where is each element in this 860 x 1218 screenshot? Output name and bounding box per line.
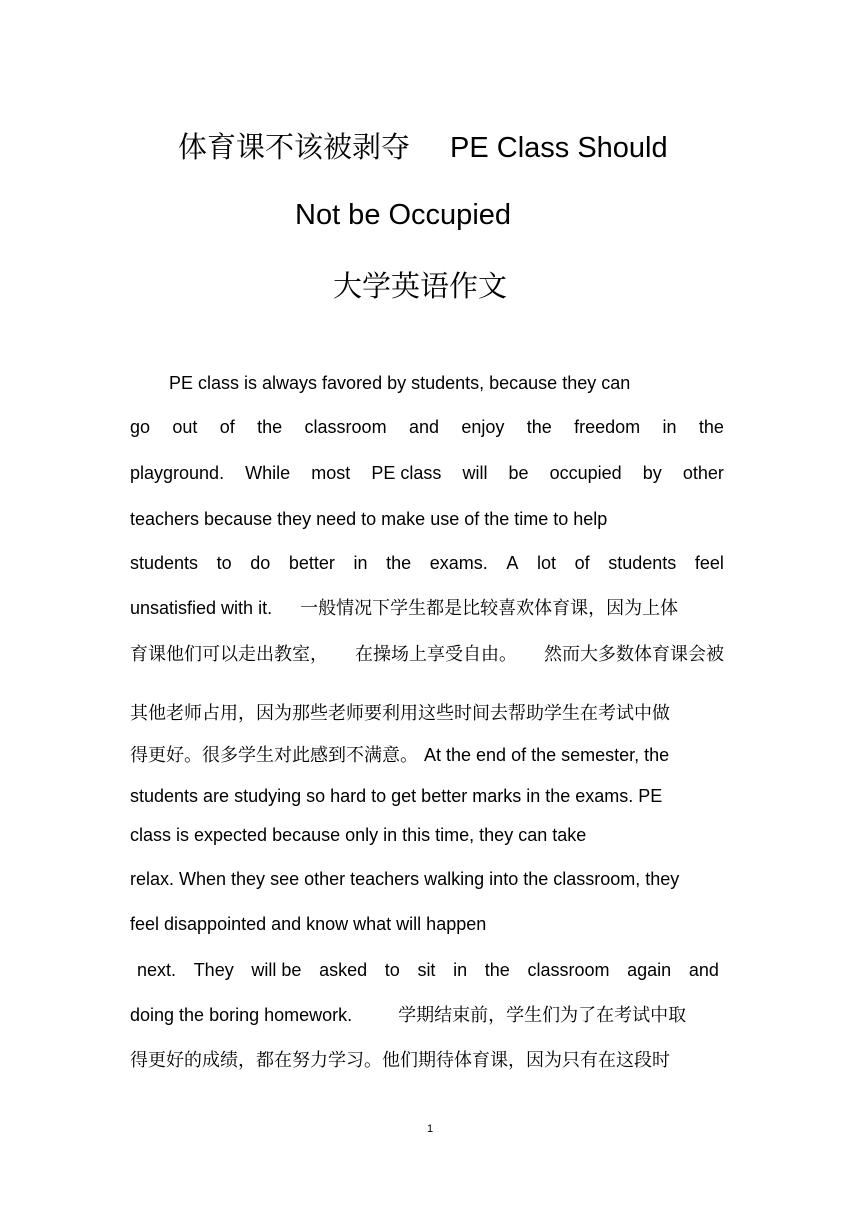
body-line-6-english: unsatisfied with it. bbox=[130, 598, 273, 618]
word: PE class bbox=[371, 463, 442, 483]
word: classroom bbox=[304, 417, 387, 437]
word: will bbox=[462, 463, 488, 483]
word: the bbox=[526, 417, 552, 437]
body-line-14 bbox=[137, 958, 719, 982]
title-english-part2: Not be Occupied bbox=[295, 199, 512, 231]
word: in bbox=[453, 960, 468, 980]
body-line-9-chinese: 得更好。很多学生对此感到不满意。 bbox=[130, 745, 418, 766]
word: freedom bbox=[574, 417, 641, 437]
body-line-2 bbox=[130, 415, 724, 439]
word: be bbox=[508, 463, 529, 483]
body-line-15-chinese: 学期结束前，学生们为了在考试中取 bbox=[398, 1005, 687, 1026]
word: occupied bbox=[549, 463, 622, 483]
word: better bbox=[288, 553, 335, 573]
body-line-11: class is expected because only in this time, they can take bbox=[130, 825, 587, 845]
word: sit bbox=[417, 960, 436, 980]
body-line-8: 其他老师占用，因为那些老师要利用这些时间去帮助学生在考试中做 bbox=[130, 703, 670, 724]
word: of bbox=[219, 417, 235, 437]
body-line-1: PE class is always favored by students, because they can bbox=[169, 373, 631, 393]
word: most bbox=[311, 463, 351, 483]
word: the bbox=[257, 417, 283, 437]
body-line-7 bbox=[130, 643, 724, 667]
word: students bbox=[130, 553, 199, 573]
word: in bbox=[662, 417, 677, 437]
body-line-3 bbox=[130, 461, 724, 485]
body-line-9-english: At the end of the semester, the bbox=[424, 745, 670, 765]
word: to bbox=[216, 553, 232, 573]
word: to bbox=[384, 960, 400, 980]
word: 然而大多数体育课会被 bbox=[544, 644, 724, 665]
word: of bbox=[574, 553, 590, 573]
word: lot bbox=[536, 553, 556, 573]
body-line-13: feel disappointed and know what will happen bbox=[130, 914, 487, 934]
word: the bbox=[698, 417, 724, 437]
body-line-4: teachers because they need to make use of the time to help bbox=[130, 509, 608, 529]
word: out bbox=[172, 417, 198, 437]
word: the bbox=[386, 553, 412, 573]
word: and bbox=[688, 960, 719, 980]
word: exams. bbox=[429, 553, 488, 573]
word: enjoy bbox=[461, 417, 505, 437]
word: 在操场上享受自由。 bbox=[355, 644, 517, 665]
body-line-5 bbox=[130, 551, 724, 575]
word: They bbox=[193, 960, 234, 980]
word: feel bbox=[694, 553, 724, 573]
word: again bbox=[627, 960, 672, 980]
body-line-10: students are studying so hard to get better marks in the exams. PE bbox=[130, 786, 663, 806]
word: other bbox=[682, 463, 724, 483]
word: While bbox=[245, 463, 291, 483]
body-line-9 bbox=[130, 743, 669, 768]
page-number: 1 bbox=[426, 1123, 434, 1135]
body-line-16: 得更好的成绩，都在努力学习。他们期待体育课，因为只有在这段时 bbox=[130, 1050, 670, 1071]
title-english-part1: PE Class Should bbox=[450, 132, 668, 164]
body-line-12: relax. When they see other teachers walking into the classroom, they bbox=[130, 869, 680, 889]
word: classroom bbox=[527, 960, 610, 980]
body-line-15 bbox=[130, 1003, 686, 1028]
word: go bbox=[130, 417, 151, 437]
word: will be bbox=[251, 960, 302, 980]
word: A bbox=[506, 553, 519, 573]
word: 育课他们可以走出教室， bbox=[130, 644, 328, 665]
title-chinese: 体育课不该被剥夺 bbox=[178, 130, 411, 164]
word: next. bbox=[137, 960, 177, 980]
word: do bbox=[250, 553, 271, 573]
word: playground. bbox=[130, 463, 225, 483]
body-line-6-chinese: 一般情况下学生都是比较喜欢体育课，因为上体 bbox=[300, 598, 679, 619]
word: in bbox=[353, 553, 368, 573]
word: and bbox=[408, 417, 439, 437]
subtitle: 大学英语作文 bbox=[333, 269, 508, 303]
word: by bbox=[642, 463, 662, 483]
word: the bbox=[484, 960, 510, 980]
body-line-15-english: doing the boring homework. bbox=[130, 1005, 353, 1025]
word: asked bbox=[319, 960, 368, 980]
word: students bbox=[608, 553, 677, 573]
body-line-6 bbox=[130, 596, 678, 621]
title-line-1 bbox=[178, 129, 668, 166]
